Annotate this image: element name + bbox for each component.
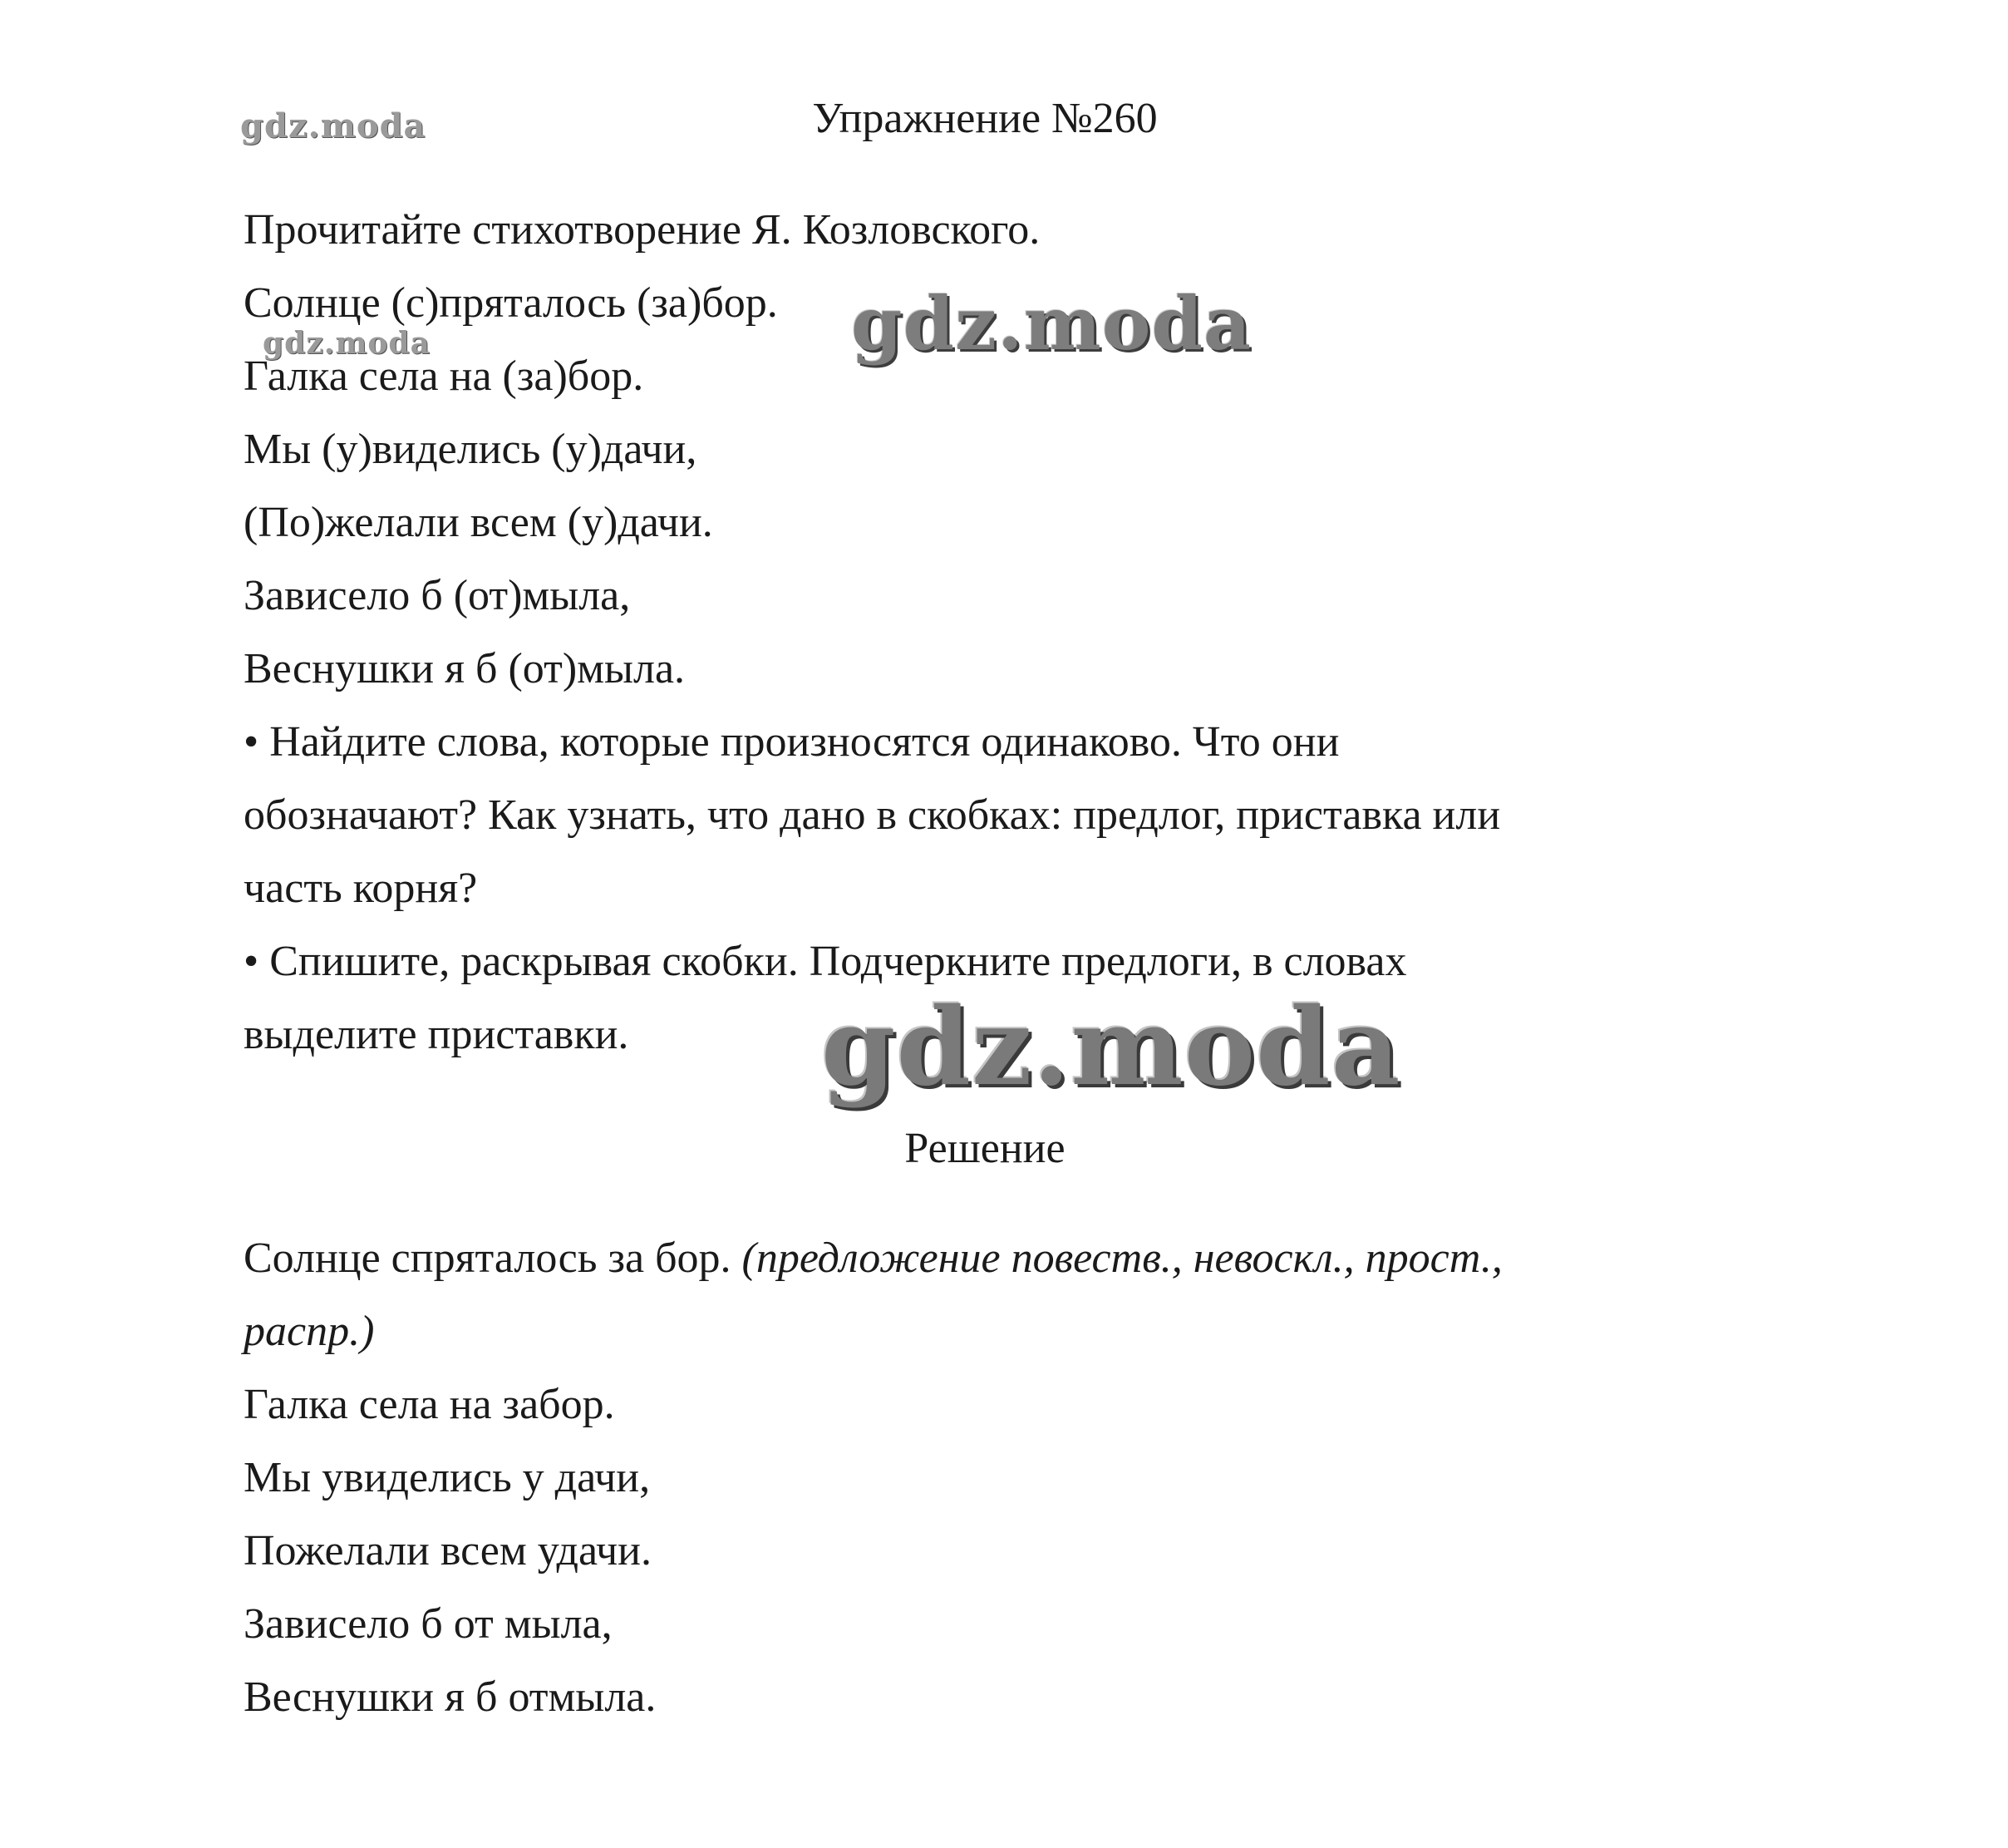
poem-line: Солнце (с)пряталось (за)бор. (244, 279, 778, 327)
instruction-line: часть корня? (244, 865, 478, 912)
solution-line: Веснушки я б отмыла. (244, 1673, 657, 1721)
instruction-line: • Спишите, раскрывая скобки. Подчеркните предлоги, в словах (244, 938, 1407, 985)
solution-line: Зависело б от мыла, (244, 1600, 613, 1648)
watermark-logo-medium: gdz.moda (851, 280, 1253, 367)
solution-sentence: Солнце спряталось за бор. (244, 1234, 731, 1282)
solution-first-line (244, 1234, 1503, 1284)
instruction-line: • Найдите слова, которые произносятся одинаково. Что они (244, 718, 1340, 766)
poem-line: (По)желали всем (у)дачи. (244, 499, 713, 546)
solution-line: Пожелали всем удачи. (244, 1527, 652, 1574)
watermark-logo-top: gdz.moda (240, 106, 426, 145)
solution-line: Галка села на забор. (244, 1381, 615, 1428)
task-intro: Прочитайте стихотворение Я. Козловского. (244, 206, 1041, 254)
instruction-line: выделите приставки. (244, 1011, 629, 1058)
watermark-logo-small: gdz.moda (263, 326, 431, 361)
poem-line: Галка села на (за)бор. (244, 352, 644, 400)
watermark-logo-large: gdz.moda (821, 985, 1401, 1110)
solution-line: Мы увиделись у дачи, (244, 1454, 651, 1501)
solution-note: (предложение повеств., невоскл., прост., (741, 1234, 1503, 1282)
solution-title: Решение (904, 1125, 1066, 1172)
poem-line: Мы (у)виделись (у)дачи, (244, 426, 697, 473)
poem-line: Веснушки я б (от)мыла. (244, 645, 686, 692)
exercise-title: Упражнение №260 (812, 95, 1158, 142)
solution-note-continued: распр.) (244, 1308, 375, 1355)
poem-line: Зависело б (от)мыла, (244, 572, 631, 619)
instruction-line: обозначают? Как узнать, что дано в скобках: предлог, приставка или (244, 791, 1501, 839)
